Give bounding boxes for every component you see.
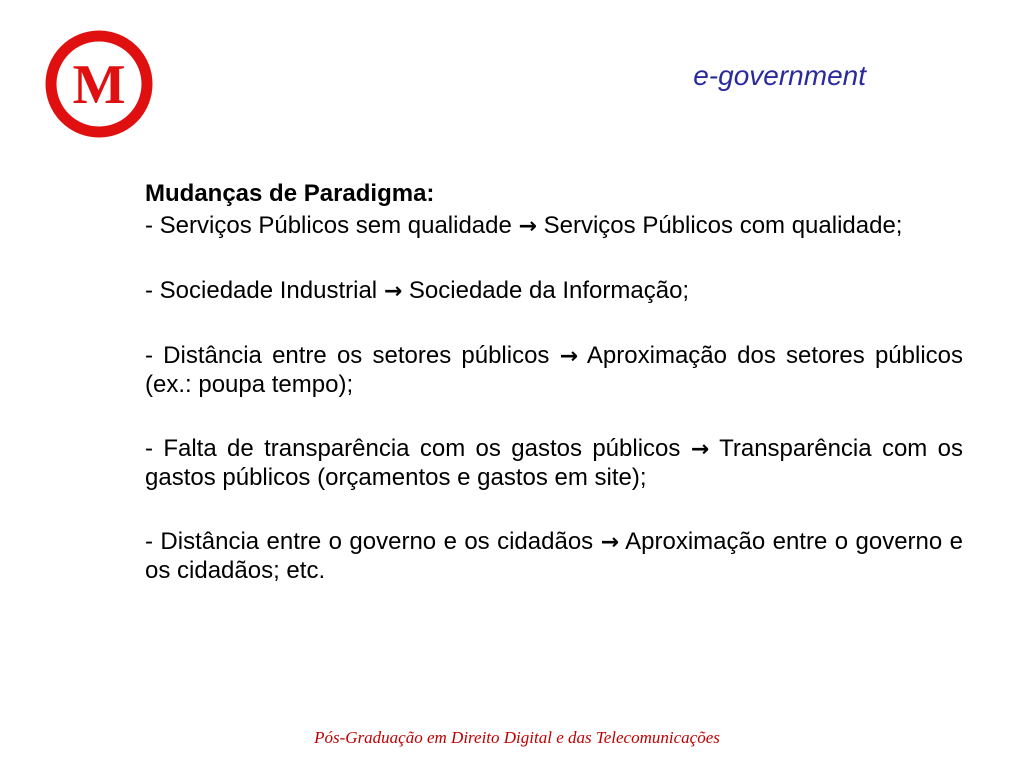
item-after: Aproximação entre o governo e os cidadãos; etc.: [145, 528, 963, 584]
right-arrow-icon: →: [518, 214, 537, 239]
content-heading: Mudanças de Paradigma:: [145, 180, 435, 207]
item-before: - Serviços Públicos sem qualidade: [145, 212, 519, 239]
item-before: - Falta de transparência com os gastos públicos: [145, 435, 691, 462]
list-item: [145, 342, 963, 399]
item-after: Serviços Públicos com qualidade;: [536, 212, 903, 239]
list-item: [145, 528, 963, 585]
right-arrow-icon: →: [383, 279, 403, 304]
item-before: - Distância entre o governo e os cidadãos: [145, 528, 601, 555]
list-item: [145, 435, 963, 492]
logo-letter: M: [72, 54, 126, 116]
right-arrow-icon: →: [600, 530, 620, 555]
list-item: [145, 212, 963, 241]
logo-icon: [44, 29, 154, 139]
slide-content: [145, 180, 963, 585]
right-arrow-icon: →: [690, 437, 710, 462]
item-after: Transparência com os gastos públicos (orçamentos e gastos em site);: [145, 435, 963, 491]
right-arrow-icon: →: [559, 344, 579, 369]
item-before: - Distância entre os setores públicos: [145, 342, 560, 369]
item-before: - Sociedade Industrial: [145, 277, 384, 304]
slide-title: e-government: [693, 60, 866, 91]
list-item: [145, 277, 963, 306]
item-after: Sociedade da Informação;: [402, 277, 690, 304]
item-after: Aproximação dos setores públicos (ex.: poupa tempo);: [145, 342, 963, 398]
slide-footer: Pós-Graduação em Direito Digital e das Telecomunicações: [314, 728, 720, 747]
